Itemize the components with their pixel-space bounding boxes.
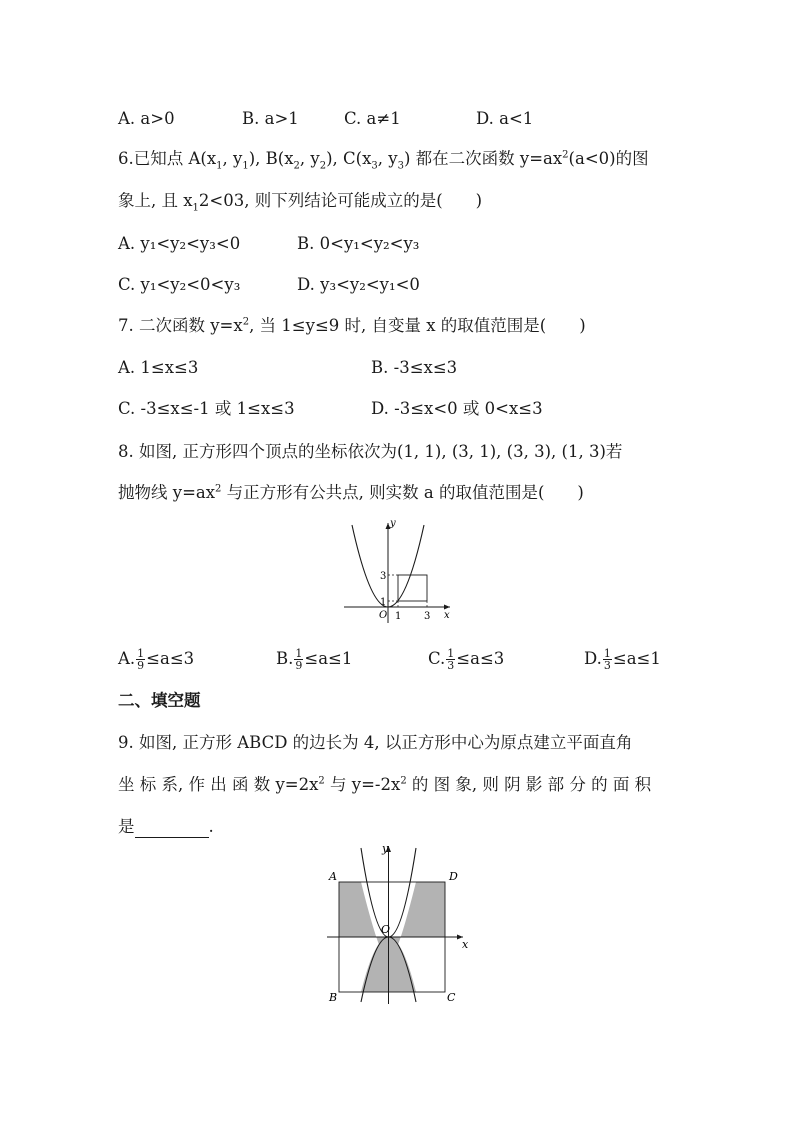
q9-line-3: 是 .: [118, 817, 214, 836]
q5-option-d: D. a<1: [476, 109, 534, 128]
q8-option-a: A. $\frac{1}{9}$ ≤a≤3: [118, 647, 195, 672]
fraction-1-3: $\frac{1}{3}$: [603, 647, 611, 672]
q9-line-1: 9. 如图, 正方形 ABCD 的边长为 4, 以正方形中心为原点建立平面直角: [118, 733, 633, 752]
q8-line-2: 抛物线 $y=ax^2$ 与正方形有公共点, 则实数 a 的取值范围是( ): [118, 483, 584, 502]
q8-option-d: D. $\frac{1}{3}$ ≤a≤1: [584, 647, 661, 672]
answer-blank[interactable]: [135, 821, 209, 838]
origin-label: O: [379, 610, 388, 621]
q5-option-a: A. a>0: [118, 109, 175, 128]
q7-option-d: D. -3≤x<0 或 0<x≤3: [371, 399, 543, 418]
x-label: x: [462, 938, 469, 951]
origin-label: O: [381, 923, 391, 936]
fraction-1-3: $\frac{1}{3}$: [447, 647, 455, 672]
q5-option-b: B. a>1: [242, 109, 299, 128]
tick-y1: 1: [380, 597, 387, 608]
fraction-1-9: $\frac{1}{9}$: [137, 647, 145, 672]
section-title: 二、填空题: [118, 691, 201, 710]
tick-x3: 3: [424, 611, 431, 622]
x-axis-arrow: [444, 605, 450, 610]
q5-option-c: C. a≠1: [344, 109, 401, 128]
parabola-square-figure: [338, 515, 458, 627]
x-label: x: [444, 610, 450, 621]
q9-line-2: 坐 标 系, 作 出 函 数 $y=2x^2$ 与 $y=-2x^2$ 的 图 象, 则 阴 影 部 分 的 面 积: [118, 775, 652, 794]
q8-line-1: 8. 如图, 正方形四个顶点的坐标依次为(1, 1), (3, 1), (3, 3), (1, 3)若: [118, 442, 623, 461]
q7-line: 7. 二次函数 $y=x^2$, 当 1≤y≤9 时, 自变量 x 的取值范围是( ): [118, 316, 586, 335]
q6-line-2: 象上, 且 $x_12<03$, 则下列结论可能成立的是( ): [118, 191, 483, 214]
q8-option-b: B. $\frac{1}{9}$ ≤a≤1: [276, 647, 353, 672]
square: [398, 575, 427, 601]
q7-option-b: B. -3≤x≤3: [371, 358, 458, 377]
tick-x1: 1: [395, 611, 402, 622]
vertex-b-label: B: [329, 991, 338, 1004]
vertex-c-label: C: [447, 991, 456, 1004]
q7-option-c: C. -3≤x≤-1 或 1≤x≤3: [118, 399, 295, 418]
tick-y3: 3: [380, 571, 387, 582]
vertex-a-label: A: [329, 870, 337, 883]
y-label: y: [390, 518, 396, 529]
y-label: y: [382, 842, 389, 855]
q7-option-a: A. 1≤x≤3: [118, 358, 199, 377]
q6-option-c: C. y₁<y₂<0<y₃: [118, 275, 241, 294]
square-parabolas-figure: [325, 840, 475, 1008]
q6-option-d: D. y₃<y₂<y₁<0: [297, 275, 420, 294]
q6-line-1: 6.已知点 $A(x_1$, $y_1$), $B(x_2$, $y_2$), $C(x_3$, $y_3$) 都在二次函数 $y=ax^2(a<0)$的图: [118, 149, 649, 172]
q8-option-c: C. $\frac{1}{3}$ ≤a≤3: [428, 647, 505, 672]
fraction-1-9: $\frac{1}{9}$: [295, 647, 303, 672]
vertex-d-label: D: [449, 870, 458, 883]
q6-option-b: B. 0<y₁<y₂<y₃: [297, 234, 420, 253]
q6-option-a: A. y₁<y₂<y₃<0: [118, 234, 241, 253]
